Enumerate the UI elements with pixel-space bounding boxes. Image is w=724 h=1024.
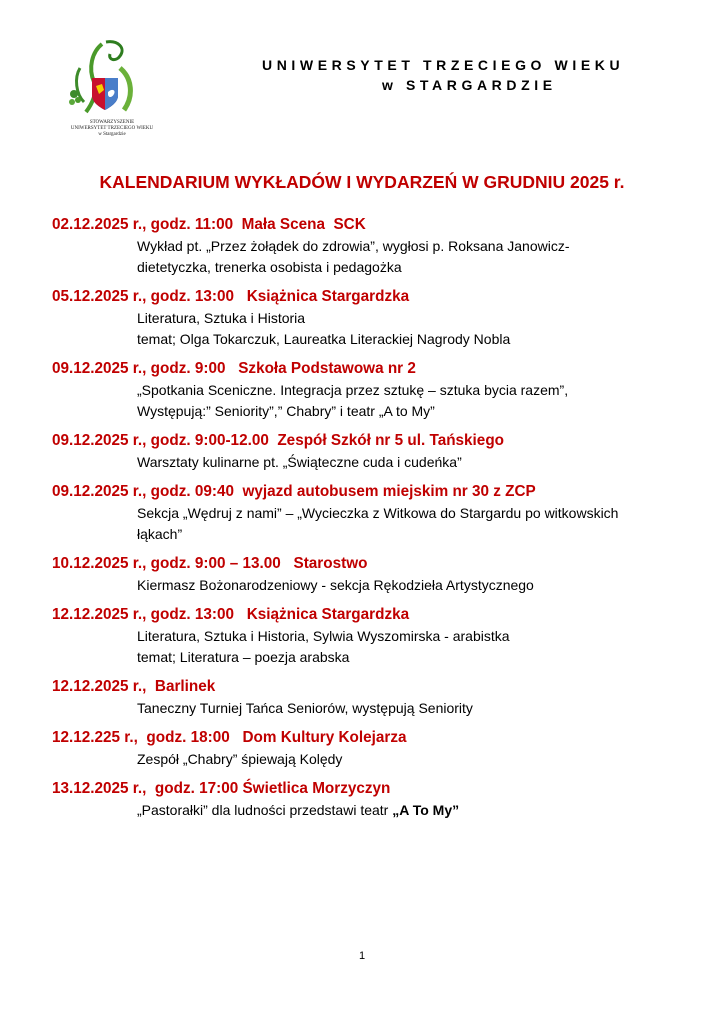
event-item — [52, 358, 692, 422]
event-description: Wykład pt. „Przez żołądek do zdrowia”, wygłosi p. Roksana Janowicz- — [137, 238, 570, 254]
event-description: Literatura, Sztuka i Historia — [137, 310, 306, 326]
event-heading: 09.12.2025 r., godz. 09:40 wyjazd autobusem miejskim nr 30 z ZCP — [52, 483, 536, 500]
header-subtitle: w STARGARDZIE — [382, 77, 557, 93]
event-item — [52, 727, 692, 770]
event-item — [52, 604, 692, 668]
event-description: temat; Literatura – poezja arabska — [137, 649, 350, 665]
event-description-text: „Pastorałki” dla ludności przedstawi teatr — [137, 802, 393, 818]
event-description: łąkach” — [137, 526, 183, 542]
event-heading: 13.12.2025 r., godz. 17:00 Świetlica Morzyczyn — [52, 780, 391, 797]
page-title: KALENDARIUM WYKŁADÓW I WYDARZEŃ W GRUDNIU 2025 r. — [99, 172, 625, 192]
event-description: Kiermasz Bożonarodzeniowy - sekcja Rękodzieła Artystycznego — [137, 577, 534, 593]
event-item — [52, 553, 692, 596]
event-description — [52, 800, 692, 821]
logo-caption — [62, 120, 162, 138]
logo-caption-line: STOWARZYSZENIE — [89, 120, 135, 125]
event-heading: 10.12.2025 r., godz. 9:00 – 13.00 Starostwo — [52, 555, 368, 572]
event-item — [52, 676, 692, 719]
event-description: Występują:” Seniority”,” Chabry” i teatr „A to My” — [137, 403, 435, 419]
event-description: Taneczny Turniej Tańca Seniorów, występują Seniority — [137, 700, 473, 716]
event-item — [52, 430, 692, 473]
event-description: Zespół „Chabry” śpiewają Kolędy — [137, 751, 343, 767]
event-list — [52, 214, 692, 829]
event-description: Literatura, Sztuka i Historia, Sylwia Wyszomirska - arabistka — [137, 628, 510, 644]
logo — [62, 38, 162, 158]
event-item — [52, 778, 692, 821]
event-description: „Spotkania Sceniczne. Integracja przez sztukę – sztuka bycia razem”, — [137, 382, 569, 398]
event-heading: 09.12.2025 r., godz. 9:00 Szkoła Podstawowa nr 2 — [52, 360, 416, 377]
event-item — [52, 214, 692, 278]
event-description-bold: „A To My” — [392, 802, 460, 818]
event-heading: 12.12.225 r., godz. 18:00 Dom Kultury Kolejarza — [52, 729, 407, 746]
event-description: dietetyczka, trenerka osobista i pedagożka — [137, 259, 402, 275]
logo-caption-line: w Stargardzie — [98, 132, 126, 137]
event-description: Sekcja „Wędruj z nami” – „Wycieczka z Witkowa do Stargardu po witkowskich — [137, 505, 619, 521]
event-item — [52, 286, 692, 350]
event-heading: 05.12.2025 r., godz. 13:00 Książnica Stargardzka — [52, 288, 410, 305]
header-title: UNIWERSYTET TRZECIEGO WIEKU — [262, 57, 625, 73]
event-heading: 12.12.2025 r., Barlinek — [52, 678, 216, 695]
event-heading: 12.12.2025 r., godz. 13:00 Książnica Stargardzka — [52, 606, 410, 623]
logo-caption-line: UNIWERSYTET TRZECIEGO WIEKU — [70, 126, 154, 131]
event-description: temat; Olga Tokarczuk, Laureatka Literackiej Nagrody Nobla — [137, 331, 511, 347]
association-emblem-icon — [62, 38, 162, 120]
event-description: Warsztaty kulinarne pt. „Świąteczne cuda i cudeńka” — [137, 454, 462, 470]
page-number: 1 — [358, 950, 366, 962]
event-heading: 02.12.2025 r., godz. 11:00 Mała Scena SCK — [52, 216, 366, 233]
event-item — [52, 481, 692, 545]
event-heading: 09.12.2025 r., godz. 9:00-12.00 Zespół Szkół nr 5 ul. Tańskiego — [52, 432, 505, 449]
